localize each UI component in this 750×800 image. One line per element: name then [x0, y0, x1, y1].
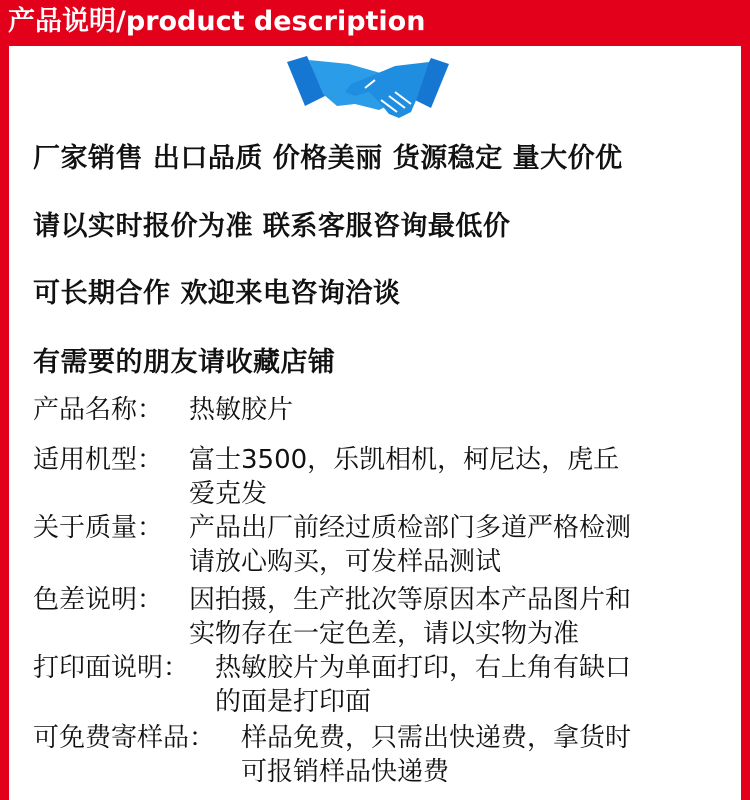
- page-title: 产品说明/product description: [8, 6, 426, 37]
- tagline-cooperation: 可长期合作 欢迎来电咨询洽谈: [33, 278, 401, 309]
- spec-value: 产品出厂前经过质检部门多道严格检测: [189, 513, 632, 543]
- description-panel: [9, 46, 741, 800]
- spec-value: 样品免费，只需出快递费，拿货时: [241, 723, 632, 753]
- spec-value-cont: 请放心购买，可发样品测试: [189, 547, 502, 577]
- spec-label: 关于质量：: [33, 513, 164, 543]
- spec-value-cont: 的面是打印面: [215, 687, 372, 717]
- header-bar: [0, 0, 750, 46]
- spec-value-cont: 可报销样品快递费: [241, 757, 450, 787]
- spec-value: 因拍摄，生产批次等原因本产品图片和: [189, 585, 632, 615]
- spec-label: 适用机型：: [33, 445, 164, 475]
- tagline-pricing: 请以实时报价为准 联系客服咨询最低价: [33, 211, 511, 242]
- spec-label: 可免费寄样品：: [33, 723, 216, 753]
- tagline-factory-sales: 厂家销售 出口品质 价格美丽 货源稳定 量大价优: [33, 143, 623, 174]
- spec-label: 产品名称：: [33, 395, 164, 425]
- spec-label: 色差说明：: [33, 585, 164, 615]
- handshake-icon: [285, 54, 451, 122]
- spec-value: 热敏胶片为单面打印，右上角有缺口: [215, 653, 632, 683]
- spec-value: 热敏胶片: [189, 395, 294, 425]
- tagline-bookmark-store: 有需要的朋友请收藏店铺: [33, 347, 336, 378]
- spec-value-cont: 爱克发: [189, 479, 268, 509]
- spec-label: 打印面说明：: [33, 653, 190, 683]
- spec-value: 富士3500，乐凯相机，柯尼达，虎丘: [189, 445, 620, 475]
- spec-value-cont: 实物存在一定色差，请以实物为准: [189, 619, 580, 649]
